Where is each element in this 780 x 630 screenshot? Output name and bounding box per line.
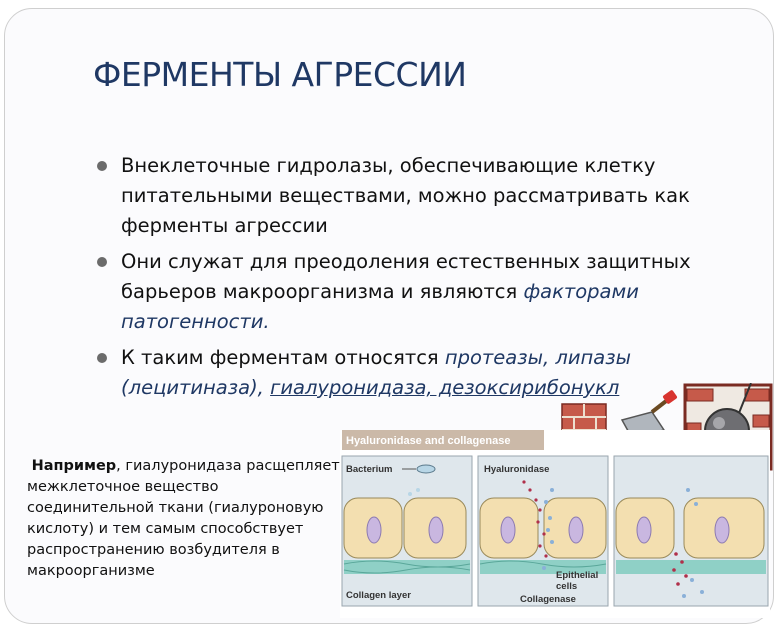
figure-header: Hyaluronidase and collagenase [346, 435, 511, 447]
example-label: Например [31, 458, 117, 474]
bullet-highlight: протеазы, липазы (лецитиназа), [121, 346, 632, 399]
bullet-text: К таким ферментам относятся [121, 346, 445, 369]
label-hyaluronidase: Hyaluronidase [484, 464, 550, 475]
figure-panel-3 [614, 456, 768, 606]
label-epithelial: Epithelial [556, 570, 599, 581]
example-text [27, 456, 347, 582]
label-collagenase: Collagenase [520, 594, 576, 605]
bullet-highlight: факторами патогенности. [121, 280, 639, 333]
label-bacterium: Bacterium [346, 464, 393, 475]
bullet-text: Они служат для преодоления естественных защитных барьеров макроорганизма и являются [121, 250, 691, 303]
hyaluronidase-figure [340, 430, 770, 618]
bullet-highlight-underlined: гиалуронидаза, дезоксирибонукл [270, 376, 620, 399]
bullet-dot-icon [97, 353, 107, 363]
bullet-text: Внеклеточные гидролазы, обеспечивающие клетку питательными веществами, можно рассматривать как ферменты агрессии [121, 154, 690, 237]
label-cells: cells [556, 581, 578, 592]
bullet-dot-icon [97, 161, 107, 171]
bullet-item [97, 247, 747, 337]
bullet-list [97, 151, 747, 409]
figure-panel-1 [342, 456, 472, 606]
bullet-dot-icon [97, 257, 107, 267]
bullet-item [97, 151, 747, 241]
figure-panel-2 [478, 456, 608, 606]
example-body: , гиалуронидаза расщепляет межклеточное вещество соединительной ткани (гиалуроновую кислоту) и тем самым способствует распространению возбудителя в макроорганизме [27, 458, 340, 579]
slide-title: ФЕРМЕНТЫ АГРЕССИИ [93, 55, 467, 94]
label-collagen-layer: Collagen layer [346, 590, 411, 601]
